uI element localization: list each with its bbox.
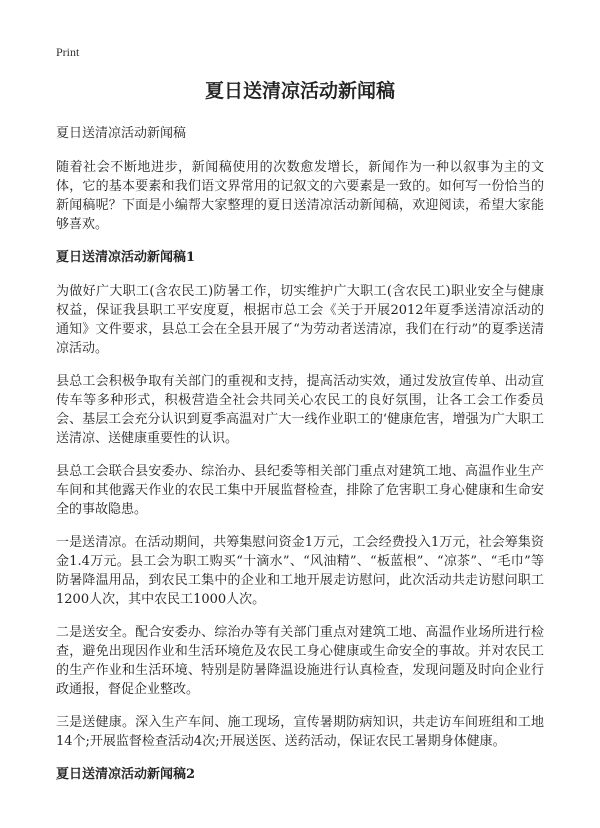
section-heading-2: 夏日送清凉活动新闻稿2 — [56, 767, 196, 782]
section1-paragraph-2: 县总工会积极争取有关部门的重视和支持，提高活动实效，通过发放宣传单、出动宣传车等多种形式，积极营造全社会共同关心农民工的良好氛围，让各工会工作委员会、基层工会充分认识到夏季高温对广大一线作业职工的‘健康危害，增强为广大职工送清凉、送健康重要性的认识。 — [56, 374, 544, 446]
section1-paragraph-4: 一是送清凉。在活动期间，共筹集慰问资金1万元，工会经费投入1万元，社会筹集资金1.4万元。县工会为职工购买“十滴水”、“风油精”、“板蓝根”、“凉茶”、“毛巾”等防暑降温用品，到农民工集中的企业和工地开展走访慰问，此次活动共走访慰问职工1200人次，其中农民工1000人次。 — [56, 535, 544, 607]
section1-paragraph-1: 为做好广大职工(含农民工)防暑工作，切实维护广大职工(含农民工)职业安全与健康权益，保证我县职工平安度夏，根据市总工会《关于开展2012年夏季送清凉活动的通知》文件要求，县总工会在全县开展了“为劳动者送清凉，我们在行动”的夏季送清凉活动。 — [56, 284, 544, 356]
print-link[interactable]: Print — [56, 45, 80, 59]
page-title: 夏日送清凉活动新闻稿 — [204, 80, 395, 102]
section1-paragraph-3: 县总工会联合县安委办、综治办、县纪委等相关部门重点对建筑工地、高温作业生产车间和其他露天作业的农民工集中开展监督检查，排除了危害职工身心健康和生命安全的事故隐患。 — [56, 464, 544, 517]
section-heading-1: 夏日送清凉活动新闻稿1 — [56, 250, 196, 265]
section1-paragraph-6: 三是送健康。深入生产车间、施工现场，宣传暑期防病知识，共走访车间班组和工地14个;开展监督检查活动4次;开展送医、送药活动，保证农民工暑期身体健康。 — [56, 715, 544, 749]
intro-paragraph: 随着社会不断地进步，新闻稿使用的次数愈发增长，新闻作为一种以叙事为主的文体，它的基本要素和我们语文界常用的记叙文的六要素是一致的。如何写一份恰当的新闻稿呢？下面是小编帮大家整理的夏日送清凉活动新闻稿，欢迎阅读，希望大家能够喜欢。 — [56, 160, 544, 232]
section1-paragraph-5: 二是送安全。配合安委办、综治办等有关部门重点对建筑工地、高温作业场所进行检查，避免出现因作业和生活环境危及农民工身心健康或生命安全的事故。并对农民工的生产作业和生活环境、特别是防暑降温设施进行认真检查，发现问题及时向企业行政通报，督促企业整改。 — [56, 625, 544, 697]
document-subtitle: 夏日送清凉活动新闻稿 — [56, 126, 187, 141]
